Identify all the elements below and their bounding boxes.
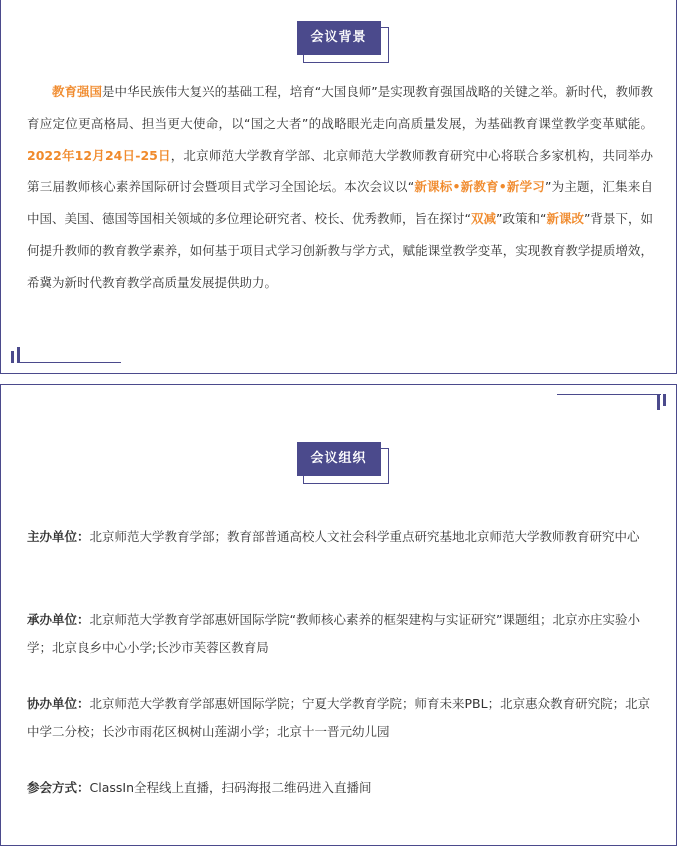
corner-deco-bar-4 bbox=[663, 394, 666, 406]
paragraph-text-3: ”为主题，汇集来自中国、美国、德国等国相关领域的多位理论研究者、校长、优秀教师，旨在探讨“ bbox=[27, 179, 654, 227]
organization-card bbox=[0, 384, 677, 846]
undertaker-label: 承办单位： bbox=[27, 612, 90, 627]
corner-deco-bar-3 bbox=[657, 394, 660, 410]
paragraph-text-2: ，北京师范大学教育学部、北京师范大学教师教育研究中心将联合多家机构，共同举办第三届教师核心素养国际研讨会暨项目式学习全国论坛。本次会议以“ bbox=[27, 147, 653, 195]
highlight-date: 2022年12月24日-25日 bbox=[27, 147, 171, 163]
undertaker-item bbox=[27, 606, 653, 662]
background-title: 会议背景 bbox=[297, 21, 381, 55]
co-organizer-text: 北京师范大学教育学部惠妍国际学院；宁夏大学教育学院；师育未来PBL；北京惠众教育研究院；北京中学二分校；长沙市雨花区枫树山莲湖小学；北京十一晋元幼儿园 bbox=[27, 696, 651, 739]
highlight-education-power: 教育强国 bbox=[52, 84, 103, 99]
attendance-text: ClassIn全程线上直播，扫码海报二维码进入直播间 bbox=[89, 780, 372, 795]
co-organizer-item bbox=[27, 690, 653, 746]
corner-deco-bar-2 bbox=[17, 347, 20, 363]
highlight-new-curriculum: 新课改 bbox=[546, 211, 585, 227]
corner-deco-line-top bbox=[557, 394, 661, 395]
corner-deco-line bbox=[17, 362, 121, 363]
highlight-double-reduction: 双减 bbox=[471, 211, 497, 227]
undertaker-text: 北京师范大学教育学部惠妍国际学院“教师核心素养的框架建构与实证研究”课题组；北京亦庄实验小学；北京良乡中心小学;长沙市芙蓉区教育局 bbox=[27, 612, 640, 655]
organization-title-wrap bbox=[1, 442, 676, 484]
paragraph-text-1: 是中华民族伟大复兴的基础工程，培育“大国良师”是实现教育强国战略的关键之举。新时代，教师教育应定位更高格局、担当更大使命，以“国之大者”的战略眼光走向高质量发展，为基础教育课堂教学变革赋能。 bbox=[27, 84, 653, 131]
corner-deco-bar-1 bbox=[11, 351, 14, 363]
organizer-label: 主办单位： bbox=[27, 529, 90, 544]
organizer-item bbox=[27, 523, 653, 551]
attendance-label: 参会方式： bbox=[27, 780, 90, 795]
organizer-text: 北京师范大学教育学部；教育部普通高校人文社会科学重点研究基地北京师范大学教师教育研究中心 bbox=[89, 529, 640, 544]
background-card bbox=[0, 0, 677, 374]
background-title-wrap bbox=[1, 21, 676, 63]
organization-title: 会议组织 bbox=[297, 442, 381, 476]
paragraph-text-4: ”政策和“ bbox=[496, 211, 547, 227]
background-paragraph bbox=[27, 76, 653, 299]
attendance-item bbox=[27, 774, 653, 802]
paragraph-text-5: ”背景下，如何提升教师的教育教学素养，如何基于项目式学习创新教与学方式，赋能课堂教学变革，实现教育教学提质增效，希冀为新时代教育教学高质量发展提供助力。 bbox=[27, 211, 653, 290]
highlight-theme: 新课标•新教育•新学习 bbox=[414, 179, 545, 195]
co-organizer-label: 协办单位： bbox=[27, 696, 90, 711]
